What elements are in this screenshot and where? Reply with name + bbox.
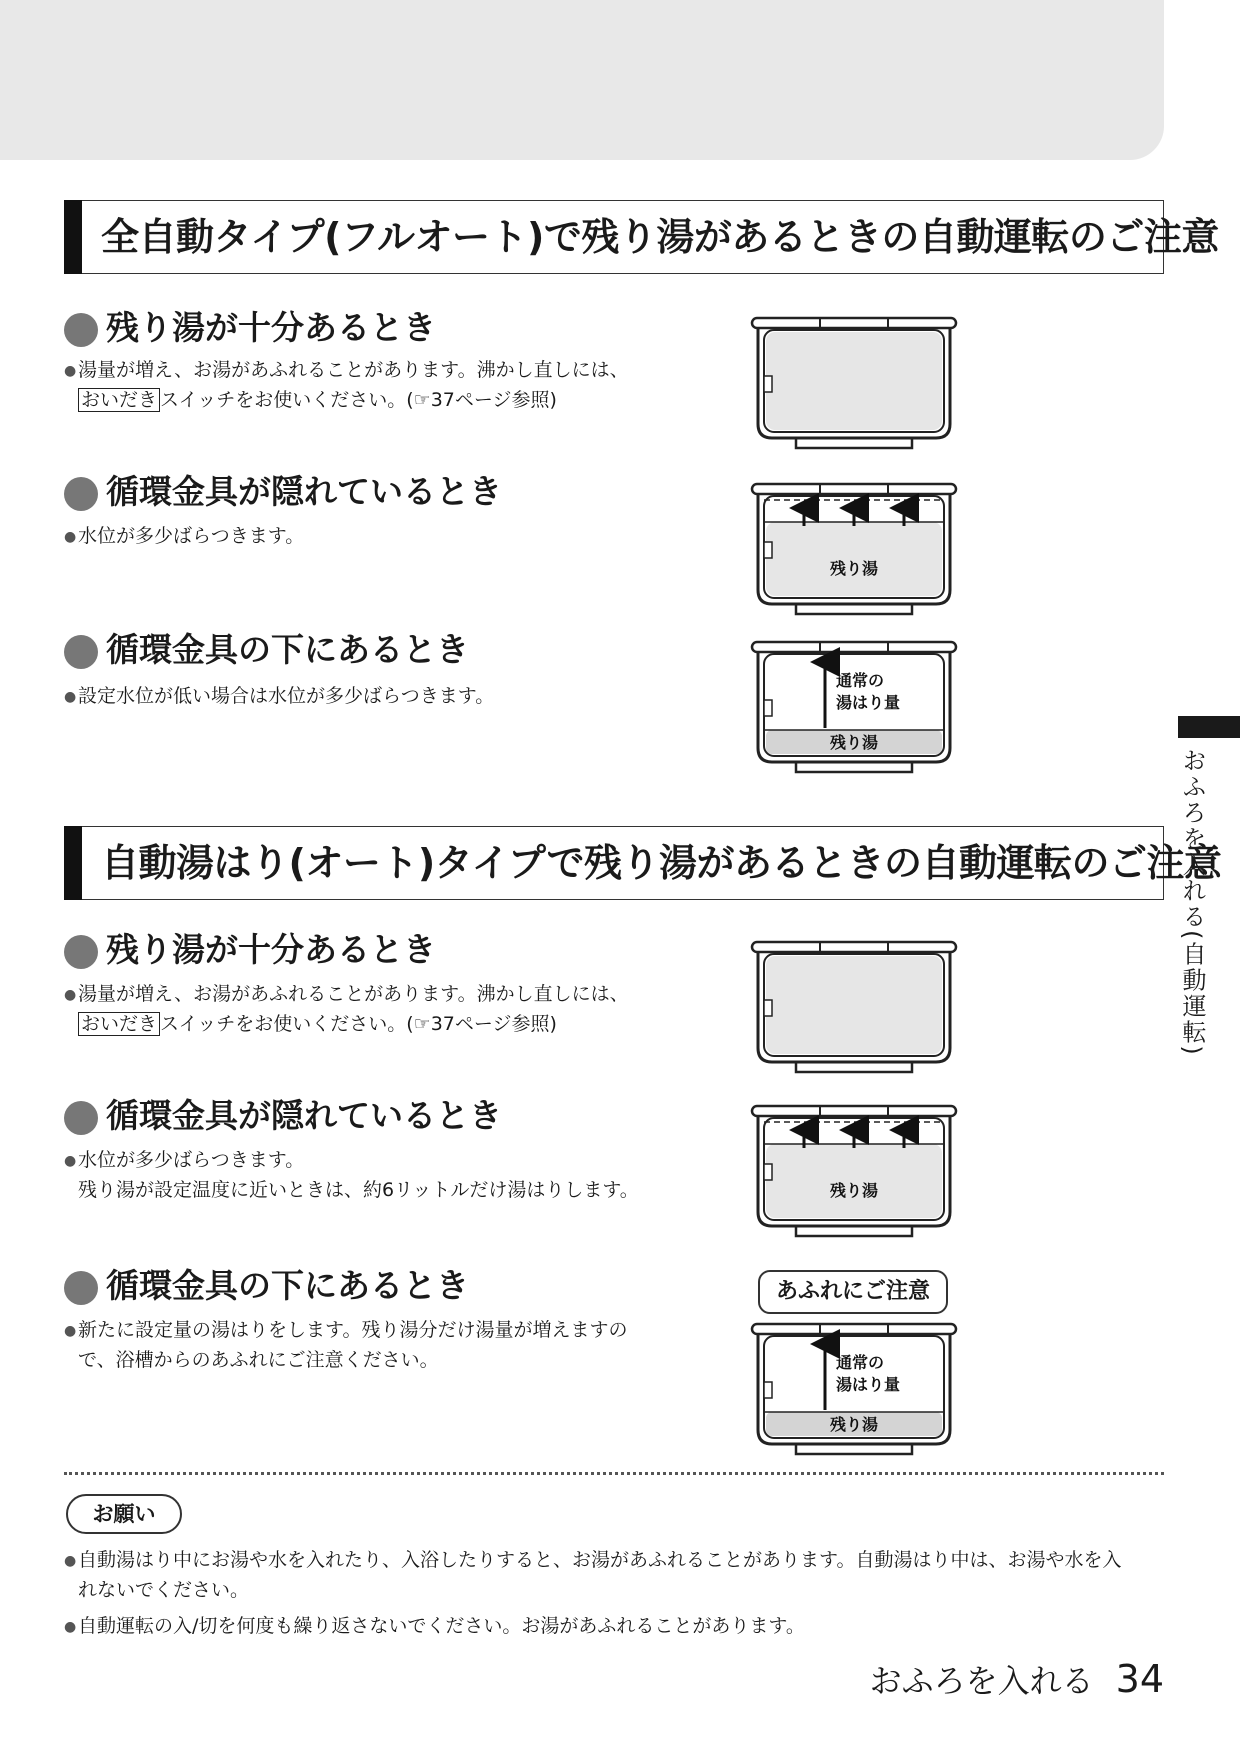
body-line: スイッチをお使いください。(☞37ページ参照): [160, 389, 557, 411]
tub-full-diagram: [750, 940, 958, 1076]
bullet-icon: ●: [64, 987, 77, 1003]
section-header: [64, 200, 1219, 274]
sub-heading-text: 循環金具が隠れているとき: [106, 472, 502, 511]
body-line: 水位が多少ばらつきます。: [78, 1149, 305, 1171]
body-line: 湯量が増え、お湯があふれることがあります。沸かし直しには、: [78, 983, 629, 1005]
section-bar: [64, 200, 82, 274]
body-text: [64, 1316, 627, 1375]
sub-heading-text: 残り湯が十分あるとき: [106, 930, 436, 969]
footer-chapter: おふろを入れる: [869, 1662, 1094, 1700]
tub-label: 残り湯: [829, 1415, 879, 1434]
tub-label: 通常の: [836, 671, 885, 690]
body-line: 自動運転の入/切を何度も繰り返さないでください。お湯があふれることがあります。: [78, 1615, 805, 1637]
sub-heading-text: 残り湯が十分あるとき: [106, 308, 436, 347]
bullet-icon: ●: [64, 689, 77, 705]
body-line: れないでください。: [78, 1579, 250, 1601]
tub-hidden-fitting-diagram: [750, 482, 958, 618]
body-line: 設定水位が低い場合は水位が多少ばらつきます。: [78, 685, 495, 707]
body-line: スイッチをお使いください。(☞37ページ参照): [160, 1013, 557, 1035]
tub-label: 残り湯: [829, 1181, 879, 1200]
request-note: [64, 1546, 1121, 1605]
tub-below-fitting-diagram: [750, 1322, 958, 1458]
body-text: [64, 522, 304, 552]
sub-heading-text: 循環金具が隠れているとき: [106, 1096, 502, 1135]
section-header: [64, 826, 1222, 900]
page-footer: [870, 1656, 1164, 1702]
section-title: 自動湯はり(オート)タイプで残り湯があるときの自動運転のご注意: [101, 841, 1222, 885]
oidaki-switch-label: おいだき: [78, 388, 160, 412]
tub-below-fitting-diagram: [750, 640, 958, 776]
bullet-icon: ●: [64, 1323, 77, 1339]
sub-heading-text: 循環金具の下にあるとき: [106, 630, 469, 669]
section-title: 全自動タイプ(フルオート)で残り湯があるときの自動運転のご注意: [101, 215, 1219, 259]
bullet-dot-icon: [64, 313, 98, 347]
bullet-icon: ●: [64, 529, 77, 545]
body-line: で、浴槽からのあふれにご注意ください。: [78, 1349, 439, 1371]
sub-heading-text: 循環金具の下にあるとき: [106, 1266, 469, 1305]
body-line: 水位が多少ばらつきます。: [78, 525, 305, 547]
tub-label: 湯はり量: [836, 1375, 901, 1394]
bullet-dot-icon: [64, 1101, 98, 1135]
body-text: [64, 682, 494, 712]
tub-full-diagram: [750, 316, 958, 452]
body-line: 自動湯はり中にお湯や水を入れたり、入浴したりすると、お湯があふれることがあります。自動湯はり中は、お湯や水を入: [78, 1549, 1122, 1571]
body-text: [64, 356, 629, 415]
tub-label: 湯はり量: [836, 693, 901, 712]
bullet-dot-icon: [64, 635, 98, 669]
overflow-caution-label: あふれにご注意: [758, 1270, 948, 1314]
bullet-icon: ●: [64, 363, 77, 379]
tub-label: 残り湯: [829, 733, 879, 752]
tub-hidden-fitting-diagram: [750, 1104, 958, 1240]
tub-label: 残り湯: [829, 559, 879, 578]
section-bar: [64, 826, 82, 900]
dotted-separator: [64, 1472, 1164, 1475]
tub-label: 通常の: [836, 1353, 885, 1372]
bullet-icon: ●: [64, 1153, 77, 1169]
body-line: 残り湯が設定温度に近いときは、約6リットルだけ湯はりします。: [78, 1179, 639, 1201]
request-note: [64, 1612, 805, 1642]
body-line: 湯量が増え、お湯があふれることがあります。沸かし直しには、: [78, 359, 629, 381]
request-badge: お願い: [66, 1494, 182, 1534]
top-band: [0, 0, 1164, 160]
bullet-icon: ●: [64, 1619, 77, 1635]
oidaki-switch-label: おいだき: [78, 1012, 160, 1036]
bullet-dot-icon: [64, 935, 98, 969]
bullet-dot-icon: [64, 1271, 98, 1305]
bullet-icon: ●: [64, 1553, 77, 1569]
side-tab-label: おふろを入れる(自動運転): [1178, 748, 1206, 1057]
bullet-dot-icon: [64, 477, 98, 511]
body-line: 新たに設定量の湯はりをします。残り湯分だけ湯量が増えますの: [78, 1319, 628, 1341]
page-number: 34: [1115, 1657, 1164, 1701]
body-text: [64, 1146, 639, 1205]
side-tab-marker: [1178, 716, 1240, 738]
body-text: [64, 980, 629, 1039]
